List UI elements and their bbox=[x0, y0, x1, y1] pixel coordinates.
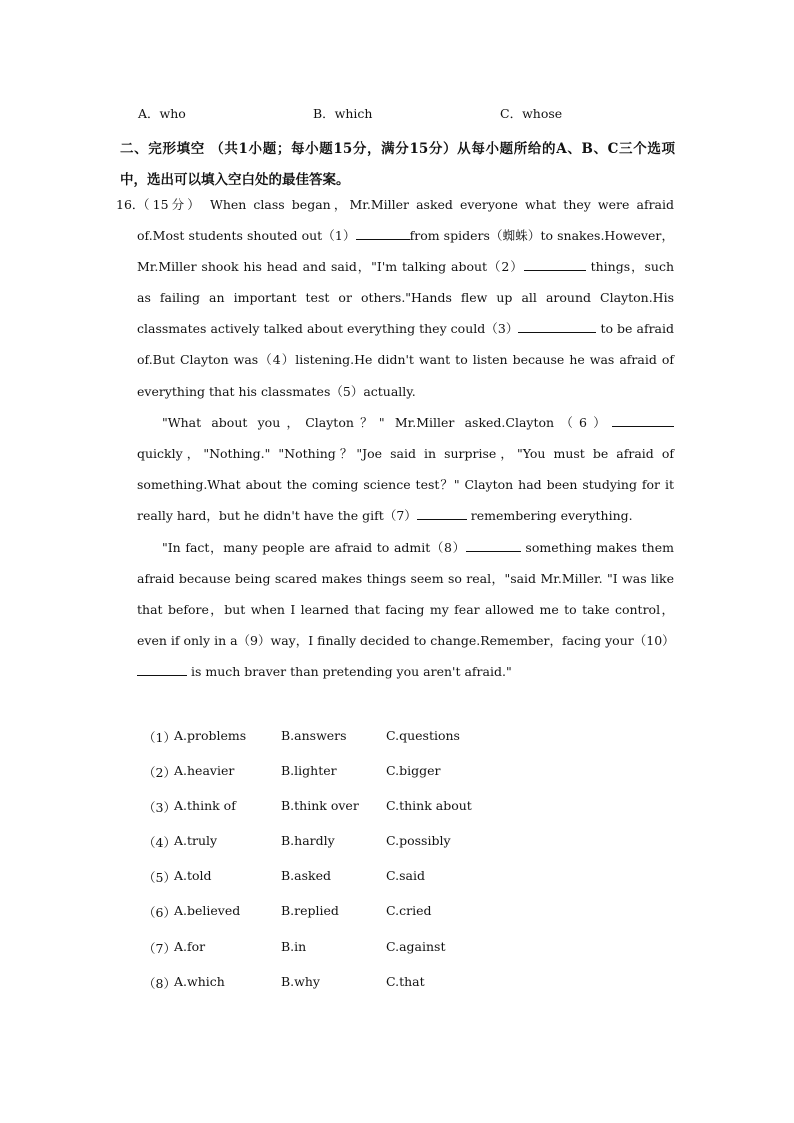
choice-b[interactable]: B.lighter bbox=[281, 763, 337, 779]
passage-text: from spiders（蜘蛛）to snakes.However，Mr.Miller shook his head and said，"I'm talking about（2） bbox=[137, 228, 674, 275]
choice-number: （2） bbox=[143, 765, 176, 781]
choice-row bbox=[143, 798, 503, 833]
blank-6[interactable] bbox=[612, 414, 674, 427]
choice-a[interactable]: A.which bbox=[174, 973, 225, 989]
choice-a[interactable]: A.think of bbox=[174, 798, 236, 814]
choice-b[interactable]: B.replied bbox=[281, 903, 339, 919]
choice-number: （4） bbox=[143, 835, 176, 851]
blank-10[interactable] bbox=[137, 663, 187, 676]
choice-number: （8） bbox=[143, 975, 176, 991]
choice-b[interactable]: B.asked bbox=[281, 868, 331, 884]
passage-text: "What about you，Clayton？" Mr.Miller asked.Clayton（6） bbox=[162, 415, 612, 430]
passage-text: remembering everything. bbox=[466, 508, 633, 524]
option-b: B．which bbox=[313, 106, 373, 121]
choice-c[interactable]: C.that bbox=[386, 973, 425, 989]
passage-text: When class began，Mr.Miller asked everyone what they were afraid of.Most students shouted out（1） bbox=[137, 197, 674, 244]
choice-number: （6） bbox=[143, 905, 176, 921]
passage-text: quickly，"Nothing." "Nothing？"Joe said in surprise，"You must be afraid of something.What about the coming science test？" Clayton had been studying for it really hard，but he didn't have the gift（7） bbox=[137, 446, 674, 524]
choice-row bbox=[143, 763, 503, 798]
section-heading: 二、完形填空 （共1小题；每小题15分，满分15分）从每小题所给的A、B、C三个选项中，选出可以填入空白处的最佳答案。 bbox=[120, 141, 675, 188]
choice-a[interactable]: A.problems bbox=[174, 728, 247, 743]
option-c: C．whose bbox=[500, 106, 563, 121]
choice-b[interactable]: B.hardly bbox=[281, 833, 335, 849]
passage-text: things，such as failing an important test or others."Hands flew up all around Clayton.His classmates actively talked about everything they could（3） bbox=[137, 259, 675, 337]
choice-row bbox=[143, 974, 503, 1009]
choice-row bbox=[143, 903, 503, 938]
paragraph-2 bbox=[137, 407, 674, 531]
blank-8[interactable] bbox=[466, 539, 521, 552]
choice-c[interactable]: C.questions bbox=[386, 728, 460, 743]
choice-c[interactable]: C.think about bbox=[386, 798, 472, 814]
previous-question-options bbox=[138, 104, 698, 122]
option-a: A．who bbox=[138, 106, 186, 121]
passage-text: "In fact，many people are afraid to admit（8） bbox=[162, 540, 466, 555]
paragraph-1 bbox=[116, 189, 675, 407]
choice-number: （5） bbox=[143, 870, 176, 886]
answer-choices bbox=[143, 728, 503, 1009]
choice-row bbox=[143, 939, 503, 974]
choice-row bbox=[143, 868, 503, 903]
choice-b[interactable]: B.answers bbox=[281, 728, 347, 743]
choice-number: （3） bbox=[143, 800, 176, 816]
choice-c[interactable]: C.said bbox=[386, 868, 425, 884]
choice-a[interactable]: A.heavier bbox=[174, 763, 235, 779]
blank-2[interactable] bbox=[524, 258, 586, 271]
choice-c[interactable]: C.cried bbox=[386, 903, 432, 919]
choice-row bbox=[143, 728, 503, 763]
choice-number: （7） bbox=[143, 940, 176, 956]
choice-b[interactable]: B.in bbox=[281, 938, 307, 954]
choice-a[interactable]: A.told bbox=[174, 868, 212, 884]
passage-text: is much braver than pretending you aren't afraid." bbox=[187, 664, 512, 680]
choice-c[interactable]: C.bigger bbox=[386, 763, 441, 779]
blank-1[interactable] bbox=[356, 227, 410, 240]
choice-c[interactable]: C.against bbox=[386, 938, 446, 954]
blank-3[interactable] bbox=[518, 320, 596, 333]
question-number: 16． bbox=[116, 197, 145, 212]
choice-c[interactable]: C.possibly bbox=[386, 833, 451, 849]
choice-a[interactable]: A.for bbox=[174, 938, 206, 954]
passage-text: to be afraid of.But Clayton was（4）listening.He didn't want to listen because he was afraid of everything that his classmates（5）actually. bbox=[137, 321, 674, 399]
passage-text: something makes them afraid because being scared makes things seem so real，"said Mr.Miller. "I was like that before，but when I learned that facing my fear allowed me to take control，even if only in a（9）way，I finally decided to change.Remember，facing your（10） bbox=[137, 540, 675, 649]
choice-row bbox=[143, 833, 503, 868]
choice-number: （1） bbox=[143, 730, 176, 745]
question-score: （15分） bbox=[137, 197, 203, 212]
choice-b[interactable]: B.why bbox=[281, 973, 320, 989]
choice-b[interactable]: B.think over bbox=[281, 798, 359, 814]
paragraph-3 bbox=[137, 532, 674, 687]
choice-a[interactable]: A.truly bbox=[174, 833, 218, 849]
blank-7[interactable] bbox=[417, 507, 467, 520]
choice-a[interactable]: A.believed bbox=[174, 903, 241, 919]
